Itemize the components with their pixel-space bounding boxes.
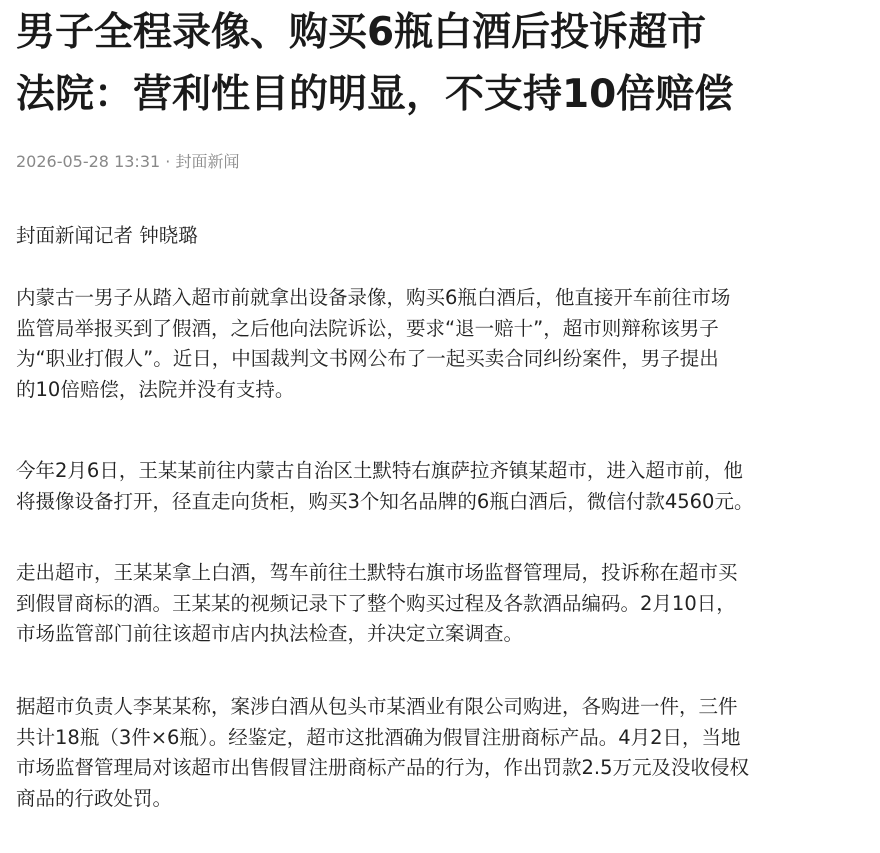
paragraph-line: 的10倍赔偿，法院并没有支持。 bbox=[16, 377, 295, 401]
reporter-byline: 封面新闻记者 钟晓璐 bbox=[16, 224, 198, 247]
article-paragraph bbox=[16, 558, 876, 650]
title-line: 男子全程录像、购买6瓶白酒后投诉超市 bbox=[16, 10, 707, 55]
article-paragraph bbox=[16, 456, 876, 517]
paragraph-line: 据超市负责人李某某称，案涉白酒从包头市某酒业有限公司购进，各购进一件，三件 bbox=[16, 695, 738, 718]
title-line: 法院：营利性目的明显，不支持10倍赔偿 bbox=[16, 72, 734, 117]
paragraph-line: 为“职业打假人”。近日，中国裁判文书网公布了一起买卖合同纠纷案件，男子提出 bbox=[16, 347, 719, 370]
article-paragraph bbox=[16, 692, 876, 814]
paragraph-line: 走出超市，王某某拿上白酒，驾车前往土默特右旗市场监督管理局，投诉称在超市买 bbox=[16, 561, 738, 584]
paragraph-line: 今年2月6日，王某某前往内蒙古自治区土默特右旗萨拉齐镇某超市，进入超市前，他 bbox=[16, 459, 743, 482]
article-title bbox=[16, 2, 876, 126]
paragraph-line: 到假冒商标的酒。王某某的视频记录下了整个购买过程及各款酒品编码。2月10日， bbox=[16, 591, 736, 615]
paragraph-line: 将摄像设备打开，径直走向货柜，购买3个知名品牌的6瓶白酒后，微信付款4560元。 bbox=[16, 489, 754, 513]
paragraph-line: 内蒙古一男子从踏入超市前就拿出设备录像，购买6瓶白酒后，他直接开车前往市场 bbox=[16, 286, 731, 309]
paragraph-line: 市场监督管理局对该超市出售假冒注册商标产品的行为，作出罚款2.5万元及没收侵权 bbox=[16, 756, 750, 779]
paragraph-line: 监管局举报买到了假酒，之后他向法院诉讼，要求“退一赔十”，超市则辩称该男子 bbox=[16, 316, 719, 340]
article-meta: 2026-05-28 13:31 · 封面新闻 bbox=[16, 152, 240, 171]
paragraph-line: 商品的行政处罚。 bbox=[16, 786, 173, 810]
paragraph-line: 市场监管部门前往该超市店内执法检查，并决定立案调查。 bbox=[16, 622, 524, 645]
article-paragraph bbox=[16, 283, 876, 405]
paragraph-line: 共计18瓶（3件×6瓶）。经鉴定，超市这批酒确为假冒注册商标产品。4月2日，当地 bbox=[16, 725, 741, 749]
